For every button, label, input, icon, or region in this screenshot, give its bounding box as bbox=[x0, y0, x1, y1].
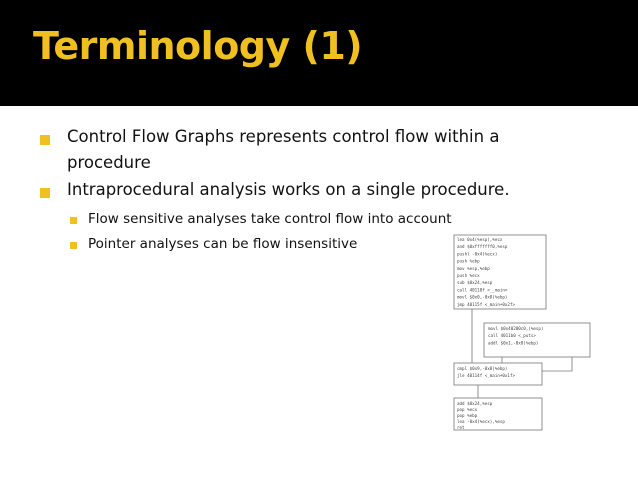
cfg-block-4-text bbox=[457, 401, 505, 430]
asm-line: pop %ecx bbox=[457, 407, 478, 412]
asm-line: movl $0x40200c0,(%esp) bbox=[488, 326, 544, 331]
title-bar bbox=[0, 0, 638, 106]
asm-line: call 4011b0 <_puts> bbox=[488, 333, 536, 339]
bullet-marker bbox=[40, 135, 50, 145]
asm-line: push %ebp bbox=[457, 258, 480, 264]
asm-line: addl $0x1,-0x8(%ebp) bbox=[488, 340, 539, 346]
asm-line: add $0x24,%esp bbox=[457, 401, 493, 406]
asm-line: ret bbox=[457, 425, 465, 430]
asm-line: sub $0x24,%esp bbox=[457, 280, 493, 286]
bullet-2-line-1: Intraprocedural analysis works on a single procedure. bbox=[67, 180, 510, 199]
asm-line: pushl -0x4(%ecx) bbox=[457, 251, 498, 257]
sub-bullet-marker bbox=[70, 217, 77, 224]
cfg-diagram bbox=[448, 233, 608, 433]
sub-bullet-marker bbox=[70, 242, 77, 249]
asm-line: call 40118f <__main> bbox=[457, 287, 508, 293]
asm-line: lea -0x4(%ecx),%esp bbox=[457, 419, 505, 424]
asm-line: and $0xfffffff0,%esp bbox=[457, 244, 508, 250]
bullet-1-line-1: Control Flow Graphs represents control flow within a bbox=[67, 127, 500, 146]
asm-line: pop %ebp bbox=[457, 413, 478, 418]
bullet-marker bbox=[40, 188, 50, 198]
asm-line: push %ecx bbox=[457, 273, 480, 278]
cfg-block-3-text bbox=[457, 366, 515, 378]
cfg-svg bbox=[448, 233, 608, 433]
asm-line: cmpl $0x9,-0x8(%ebp) bbox=[457, 366, 508, 371]
cfg-block-2-text bbox=[488, 326, 543, 345]
slide-title: Terminology (1) bbox=[33, 24, 363, 68]
sub-bullet-1: Flow sensitive analyses take control flow into account bbox=[88, 211, 452, 227]
asm-line: mov %esp,%ebp bbox=[457, 265, 490, 271]
sub-bullet-2: Pointer analyses can be flow insensitive bbox=[88, 236, 358, 252]
bullet-1-line-2: procedure bbox=[67, 153, 151, 172]
asm-line: lea 0x4(%esp),%ecx bbox=[457, 237, 503, 242]
asm-line: jmp 40115f <_main+0x2f> bbox=[457, 301, 515, 307]
cfg-block-1-text bbox=[457, 237, 515, 307]
cfg-edge-loop-body bbox=[542, 357, 572, 371]
asm-line: movl $0x0,-0x8(%ebp) bbox=[457, 294, 508, 300]
asm-line: jle 40114f <_main+0x1f> bbox=[457, 373, 515, 379]
